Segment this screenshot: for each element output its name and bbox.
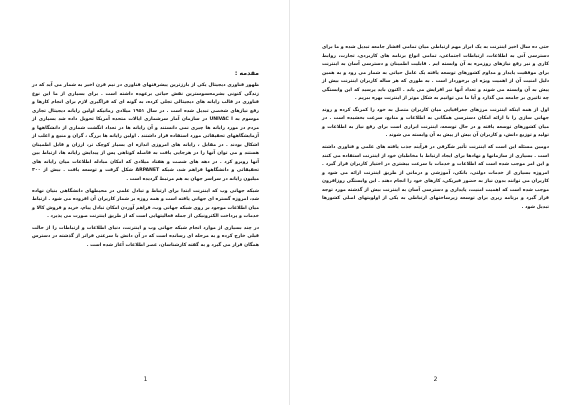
paragraph: در چند بسیاری از موارد انجام شبکه جهانی وب و اینترنت، دنیای اطلاعات و ارتباطات را از حالت قبلی خارج کرده و به مرحله ای رسانده است که در آن دانش با سرعتی فراتر از گذشته در دسترس همگان قرار می گیرد و به گفته کارشناسان، عصر اطلاعات آغاز شده است . [32,225,259,248]
page-gutter [289,0,290,405]
section-heading-introduction: مقدمه : [234,70,259,77]
page-body [32,70,259,250]
paragraph: ظهور فناوری دیجیتال یکی از بارزترین پیشرفتهای فناوری در نیم قرن اخیر به شمار می آید که در زندگی کنونی بشرمحسوسترین نقش حیاتی برعهده داشته است . برای بسیاری از ما این نوع فناوری در قالب رایانه های دیجیتالی تجلی کرده، به گونه ای که فراگیری لازم برای انجام کارها و رفع نیازهای شخصی تبدیل شده است . در سال ۱۹۵۱ میلادی رمانیکه اولین رایانه دیجیتال تجاری موسوم به UNIVAC I در سازمان آمار سرشماری ایالات متحده آمریکا تحویل داده شد بسیاری از مردم در مورد رایانه ها چیزی نمی دانستند و آن رایانه ها در تعداد انگشت شماری از دانشگاهها و آزمایشگاههای تحقیقاتی مورد استفاده قرار داشتند . اولین رایانه ها بزرگ ، گران و منبع و اغلب از اشکال بودند . در مقابل ، رایانه های امروزی اندازه ای بسیار کوچک تر، ارزان و قابل اطمینان هستند و می توان آنها را در هرجایی یافت به فاصله کوتاهی پس از پیدایش رایانه ها، ارتباط بین آنها روبرو کرد . در دهه های شصت و هفتاد میلادی که امکان مبادله اطلاعات میان رایانه های تحقیقاتی و دانشگاهها فراهم شد، شبکه ARPANET شکل گرفت و توسعه یافت . بیش از ۳۰۰ میلیون رایانه در سراسر جهان به هم مرتبط گردیده است . [32,83,259,183]
page-number: 1 [143,376,148,383]
page-body [322,44,549,212]
paragraph: شبکه جهانی وب که اینترنت ابتدا برای ارتباط و تبادل علمی در محیطهای دانشگاهی بنیان نهاده شد، امروزه گستره ای جهانی یافته است و همه روزه بر شمار کاربران آن افزوده می شود . ارتباط میان اطلاعات موجود بر روی شبکه جهانی وب، فراهم آوردن امکان تبادل پیام، خرید و فروش کالا و خدمات و پرداخت الکترونیکی از جمله فعالیتهایی است که از طریق اینترنت صورت می پذیرد . [32,188,259,220]
paragraph: اول از همه اینکه اینترنت مرزهای جغرافیایی میان کاربران متصل به خود را کمرنگ کرده و روند جهانی سازی را با ارائه امکان دسترسی همگانی به اطلاعات و منابع، سرعت بخشیده است . در میان کشورهای توسعه یافته و در حال توسعه، اینترنت ابزاری است برای رفع نیاز به اطلاعات و تولید و توزیع دانش، و کاربران آن بیش از پیش به آن وابسته می شوند . [322,107,549,139]
document-page-2 [298,0,573,405]
paragraph: حتی ده سال اخیر اینترنت به یک ابزار مهم ارتباطی میان تمامی اقشار جامعه تبدیل شده و ما برای دسترسی آنی به اطلاعات، ارتباطات اجتماعی، تمامی انواع برنامه های کاربردی، تجارت، روابط کاری و نیز رفع نیازهای روزمره به آن وابسته ایم . قابلیت اطمینان و دسترسی آسان به اینترنت برای موفقیت پایدار و مداوم کشورهای توسعه یافته یک عامل حیاتی به شمار می رود و به همین دلیل امنیت آن از اهمیت ویژه ای برخوردار است . به طوری که هر ساله کاربران اینترنت بیش از پیش به آن وابسته می شوند و تعداد آنها نیز افزایش می یابد . اکنون باید پرسید که این وابستگی چه تاثیری بر جامعه می گذارد و آیا ما می توانیم به شکل موثر از اینترنت بهره ببریم . [322,45,549,102]
page-number: 2 [433,376,438,383]
document-page-1 [8,0,283,405]
paragraph: دومین مسئله این است که اینترنت تأثیر شگرفی در فرآیند جذب یافته های علمی و فناوری داشته است . بسیاری از سازمانها و نهادها برای ایجاد ارتباط با مخاطبان خود از اینترنت استفاده می کنند و این امر موجب شده است که اطلاعات و خدمات با سرعت بیشتری در اختیار کاربران قرار گیرد . امروزه بسیاری از خدمات دولتی، بانکی، آموزشی و درمانی از طریق اینترنت ارائه می شود و کاربران می توانند بدون نیاز به حضور فیزیکی، کارهای خود را انجام دهند . این وابستگی روزافزون موجب شده است که اهمیت امنیت، پایداری و دسترسی آسان به اینترنت بیش از گذشته مورد توجه قرار گیرد و برنامه ریزی برای توسعه زیرساختهای ارتباطی به یکی از اولویتهای اصلی کشورها تبدیل شود . [322,145,549,210]
